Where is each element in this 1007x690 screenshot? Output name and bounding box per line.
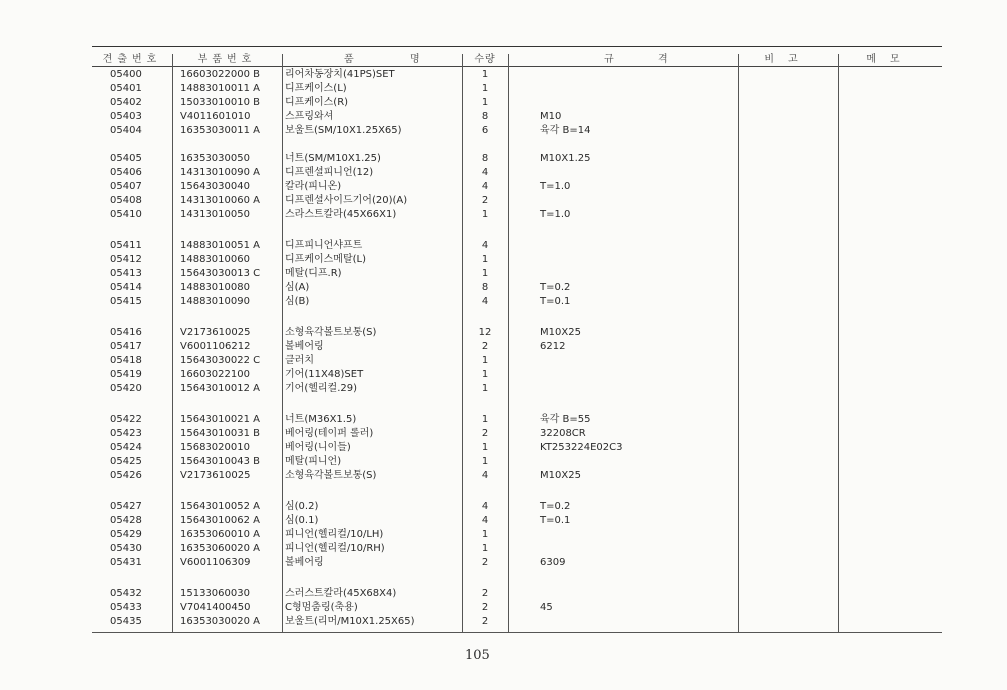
row-part-name: 디프케이스(L) bbox=[285, 83, 347, 94]
row-number: 05400 bbox=[110, 69, 142, 80]
row-number: 05425 bbox=[110, 456, 142, 467]
row-number: 05430 bbox=[110, 543, 142, 554]
row-part-number: 14883010051 A bbox=[180, 240, 261, 251]
row-number: 05422 bbox=[110, 414, 142, 425]
row-quantity: 4 bbox=[481, 501, 489, 512]
row-part-name: 심(0.1) bbox=[285, 515, 319, 526]
row-number: 05423 bbox=[110, 428, 142, 439]
table-header-rule bbox=[92, 66, 942, 67]
row-part-number: 16603022000 B bbox=[180, 69, 261, 80]
row-part-name: 피니언(헬리컬/10/LH) bbox=[285, 529, 384, 540]
row-part-name: 심(0.2) bbox=[285, 501, 319, 512]
row-spec: T=0.1 bbox=[540, 515, 571, 526]
row-part-number: 16353060010 A bbox=[180, 529, 261, 540]
row-part-name: 심(A) bbox=[285, 282, 310, 293]
row-part-name: 칼라(피니온) bbox=[285, 181, 342, 192]
row-part-number: V2173610025 bbox=[180, 470, 251, 481]
row-number: 05419 bbox=[110, 369, 142, 380]
row-part-number: 15643030040 bbox=[180, 181, 250, 192]
row-part-name: 메탈(디프.R) bbox=[285, 268, 342, 279]
row-quantity: 8 bbox=[481, 111, 489, 122]
row-quantity: 2 bbox=[481, 602, 489, 613]
row-number: 05426 bbox=[110, 470, 142, 481]
header-col-number: 견출번호 bbox=[102, 54, 162, 65]
row-part-number: V6001106309 bbox=[180, 557, 251, 568]
row-quantity: 2 bbox=[481, 588, 489, 599]
row-quantity: 4 bbox=[481, 240, 489, 251]
row-quantity: 1 bbox=[481, 456, 489, 467]
row-number: 05420 bbox=[110, 383, 142, 394]
row-quantity: 2 bbox=[481, 616, 489, 627]
row-quantity: 2 bbox=[481, 341, 489, 352]
row-spec: T=1.0 bbox=[540, 209, 571, 220]
row-spec: 6212 bbox=[540, 341, 566, 352]
row-part-name: 소형육각볼트보통(S) bbox=[285, 470, 377, 481]
row-part-name: 보울트(리머/M10X1.25X65) bbox=[285, 616, 415, 627]
row-number: 05433 bbox=[110, 602, 142, 613]
row-number: 05410 bbox=[110, 209, 142, 220]
row-number: 05415 bbox=[110, 296, 142, 307]
row-part-number: 14883010080 bbox=[180, 282, 250, 293]
row-part-number: V2173610025 bbox=[180, 327, 251, 338]
row-part-number: 15643030013 C bbox=[180, 268, 261, 279]
row-spec: KT253224E02C3 bbox=[540, 442, 623, 453]
row-part-name: 볼베어링 bbox=[285, 341, 324, 352]
row-spec: T=0.2 bbox=[540, 501, 571, 512]
row-quantity: 4 bbox=[481, 296, 489, 307]
row-number: 05416 bbox=[110, 327, 142, 338]
row-number: 05432 bbox=[110, 588, 142, 599]
row-quantity: 8 bbox=[481, 282, 489, 293]
row-number: 05435 bbox=[110, 616, 142, 627]
table-top-rule bbox=[92, 46, 942, 47]
row-spec: T=0.2 bbox=[540, 282, 571, 293]
row-part-number: 14883010011 A bbox=[180, 83, 261, 94]
row-number: 05408 bbox=[110, 195, 142, 206]
row-part-number: 16603022100 bbox=[180, 369, 250, 380]
header-col-qty: 수량 bbox=[474, 54, 496, 65]
header-spec-right: 격 bbox=[658, 54, 673, 65]
row-quantity: 2 bbox=[481, 195, 489, 206]
row-quantity: 2 bbox=[481, 428, 489, 439]
row-number: 05428 bbox=[110, 515, 142, 526]
row-quantity: 1 bbox=[481, 97, 489, 108]
col-divider-2 bbox=[282, 54, 283, 632]
row-part-name: 메탈(피니언) bbox=[285, 456, 342, 467]
row-number: 05412 bbox=[110, 254, 142, 265]
row-part-name: 볼베어링 bbox=[285, 557, 324, 568]
header-col-part: 부품번호 bbox=[197, 54, 257, 65]
row-quantity: 4 bbox=[481, 470, 489, 481]
row-quantity: 1 bbox=[481, 383, 489, 394]
row-number: 05414 bbox=[110, 282, 142, 293]
row-number: 05405 bbox=[110, 153, 142, 164]
row-part-name: 피니언(헬리컬/10/RH) bbox=[285, 543, 385, 554]
row-spec: T=0.1 bbox=[540, 296, 571, 307]
row-spec: M10X25 bbox=[540, 470, 581, 481]
row-part-name: 기어(11X48)SET bbox=[285, 369, 364, 380]
row-spec: M10X25 bbox=[540, 327, 581, 338]
row-number: 05407 bbox=[110, 181, 142, 192]
row-part-number: 15643010031 B bbox=[180, 428, 261, 439]
row-part-name: 심(B) bbox=[285, 296, 310, 307]
row-spec: T=1.0 bbox=[540, 181, 571, 192]
row-part-name: 기어(헬리컬.29) bbox=[285, 383, 358, 394]
row-part-name: 베어링(테이퍼 롤러) bbox=[285, 428, 374, 439]
header-col-name bbox=[282, 50, 462, 66]
row-part-name: 소형육각볼트보통(S) bbox=[285, 327, 377, 338]
col-divider-5 bbox=[738, 54, 739, 632]
row-quantity: 4 bbox=[481, 181, 489, 192]
row-part-number: 16353030011 A bbox=[180, 125, 261, 136]
row-quantity: 1 bbox=[481, 83, 489, 94]
row-part-number: V4011601010 bbox=[180, 111, 251, 122]
row-number: 05411 bbox=[110, 240, 142, 251]
row-part-number: 14313010090 A bbox=[180, 167, 261, 178]
row-part-number: 16353030020 A bbox=[180, 616, 261, 627]
row-quantity: 4 bbox=[481, 515, 489, 526]
col-divider-1 bbox=[172, 54, 173, 632]
row-part-number: 15033010010 B bbox=[180, 97, 261, 108]
row-part-number: 14883010060 bbox=[180, 254, 250, 265]
row-number: 05402 bbox=[110, 97, 142, 108]
row-quantity: 8 bbox=[481, 153, 489, 164]
col-divider-4 bbox=[508, 54, 509, 632]
row-quantity: 1 bbox=[481, 529, 489, 540]
header-col-spec bbox=[508, 50, 738, 66]
row-part-number: 15643030022 C bbox=[180, 355, 261, 366]
page-number: 105 bbox=[465, 648, 490, 663]
row-quantity: 1 bbox=[481, 254, 489, 265]
row-part-number: 15133060030 bbox=[180, 588, 250, 599]
table-bottom-rule bbox=[92, 632, 942, 633]
row-number: 05406 bbox=[110, 167, 142, 178]
row-quantity: 1 bbox=[481, 543, 489, 554]
row-number: 05427 bbox=[110, 501, 142, 512]
row-quantity: 1 bbox=[481, 355, 489, 366]
row-part-name: 스라스트칼라(45X66X1) bbox=[285, 209, 397, 220]
row-number: 05418 bbox=[110, 355, 142, 366]
row-quantity: 6 bbox=[481, 125, 489, 136]
row-number: 05413 bbox=[110, 268, 142, 279]
row-part-name: 스러스트칼라(45X68X4) bbox=[285, 588, 397, 599]
header-col-memo: 메모 bbox=[866, 54, 914, 65]
row-part-name: 디프렌셜피니언(12) bbox=[285, 167, 374, 178]
header-name-left: 품 bbox=[344, 54, 359, 65]
row-number: 05403 bbox=[110, 111, 142, 122]
row-quantity: 1 bbox=[481, 69, 489, 80]
row-quantity: 12 bbox=[478, 327, 492, 338]
row-spec: 45 bbox=[540, 602, 553, 613]
row-quantity: 1 bbox=[481, 268, 489, 279]
row-part-name: 너트(SM/M10X1.25) bbox=[285, 153, 381, 164]
row-spec: 6309 bbox=[540, 557, 566, 568]
row-part-name: 디프렌셜사이드기어(20)(A) bbox=[285, 195, 408, 206]
row-number: 05431 bbox=[110, 557, 142, 568]
row-part-number: 15643010012 A bbox=[180, 383, 261, 394]
row-part-number: 15643010021 A bbox=[180, 414, 261, 425]
row-spec: M10 bbox=[540, 111, 562, 122]
row-part-name: 스프링와셔 bbox=[285, 111, 334, 122]
row-part-number: 15643010043 B bbox=[180, 456, 261, 467]
row-part-number: 14313010060 A bbox=[180, 195, 261, 206]
header-col-remarks: 비고 bbox=[764, 54, 812, 65]
row-quantity: 1 bbox=[481, 414, 489, 425]
row-spec: 32208CR bbox=[540, 428, 586, 439]
row-part-name: 너트(M36X1.5) bbox=[285, 414, 357, 425]
row-number: 05424 bbox=[110, 442, 142, 453]
row-part-name: C형멈춤링(축용) bbox=[285, 602, 358, 613]
row-part-name: 보울트(SM/10X1.25X65) bbox=[285, 125, 402, 136]
row-part-number: 16353060020 A bbox=[180, 543, 261, 554]
header-name-right: 명 bbox=[410, 54, 425, 65]
row-number: 05404 bbox=[110, 125, 142, 136]
row-part-number: 14313010050 bbox=[180, 209, 250, 220]
row-part-name: 베어링(니이들) bbox=[285, 442, 351, 453]
row-quantity: 1 bbox=[481, 209, 489, 220]
row-part-number: V7041400450 bbox=[180, 602, 251, 613]
row-part-name: 디프케이스(R) bbox=[285, 97, 349, 108]
row-quantity: 1 bbox=[481, 442, 489, 453]
row-number: 05401 bbox=[110, 83, 142, 94]
row-spec: M10X1.25 bbox=[540, 153, 591, 164]
row-part-number: V6001106212 bbox=[180, 341, 251, 352]
row-part-number: 15683020010 bbox=[180, 442, 250, 453]
row-part-number: 14883010090 bbox=[180, 296, 250, 307]
row-spec: 육각 B=55 bbox=[540, 414, 591, 425]
row-number: 05429 bbox=[110, 529, 142, 540]
row-part-number: 15643010052 A bbox=[180, 501, 261, 512]
row-number: 05417 bbox=[110, 341, 142, 352]
row-spec: 육각 B=14 bbox=[540, 125, 591, 136]
row-quantity: 4 bbox=[481, 167, 489, 178]
row-part-number: 15643010062 A bbox=[180, 515, 261, 526]
header-spec-left: 규 bbox=[604, 54, 619, 65]
row-part-name: 디프케이스메탈(L) bbox=[285, 254, 366, 265]
row-part-name: 클러치 bbox=[285, 355, 314, 366]
col-divider-6 bbox=[838, 54, 839, 632]
row-part-name: 리어차동장치(41PS)SET bbox=[285, 69, 395, 80]
row-quantity: 2 bbox=[481, 557, 489, 568]
row-part-name: 디프피니언샤프트 bbox=[285, 240, 363, 251]
row-quantity: 1 bbox=[481, 369, 489, 380]
row-part-number: 16353030050 bbox=[180, 153, 250, 164]
